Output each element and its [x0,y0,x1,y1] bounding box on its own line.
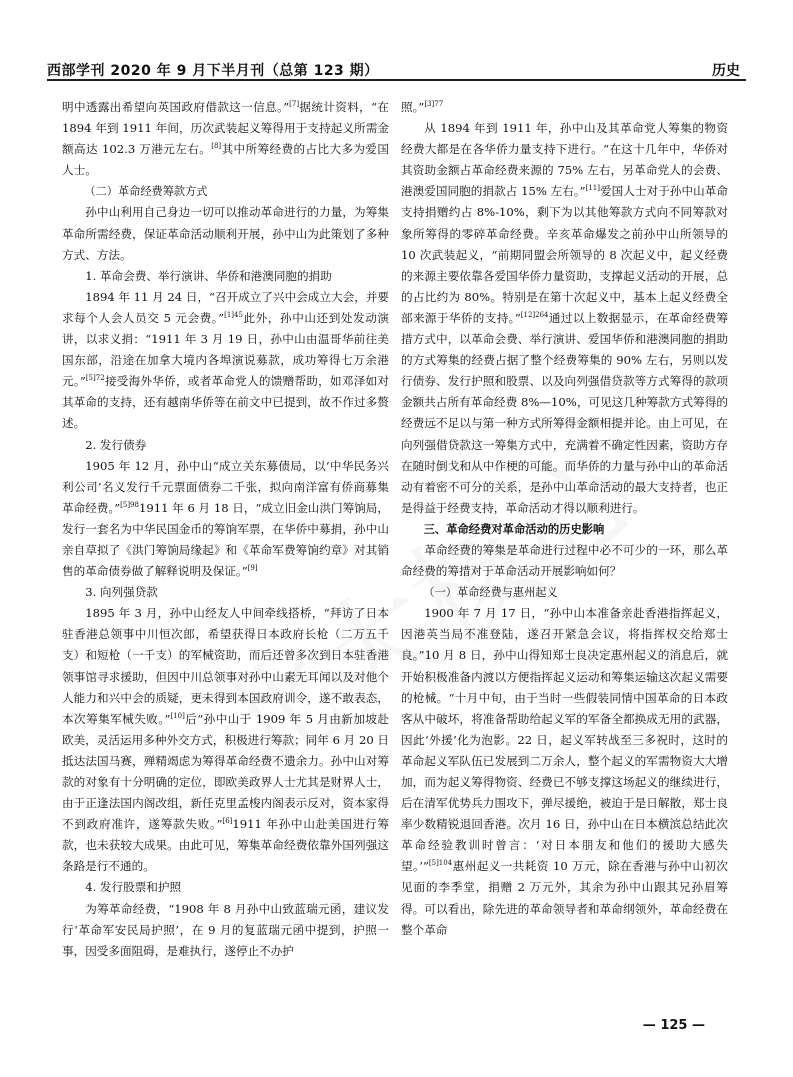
citation-ref: [6] [222,817,233,826]
citation-ref: [5]72 [85,374,105,383]
paragraph-text: 爱国人士对于孙中山革命支持捐赠约占 8%-10%，剩下为以其他筹款方式向不同筹款对象所筹得的零碎革命经费。辛亥革命爆发之前孙中山所领导的 10 次武装起义，“前期同盟会所领导的 8 次起义中，起义经费的来源主要依靠各爱国华侨力量资助，支撑起义活动的开展，总的占比约为 80%。特别是在第十次起义中，基本上起义经费全部来源于华侨的支持。” [401,184,728,325]
paragraph [62,97,389,181]
paragraph [62,603,389,877]
paragraph-text: 后“孙中山于 1909 年 5 月由新加坡赴欧美，灵活运用多种外交方式，积极进行筹款；同年 6 月 20 日抵达法国马赛，殚精竭虑为筹得革命经费不遗余力。孙中山对筹款的对象有十分明确的定位，即欧美政界人士尤其是财界人士，由于正逢法国内阁改组，新任克里孟梭内阁表示反对，资本家得不到政府准许，遂筹款失败。” [62,711,389,832]
paragraph [401,97,728,118]
page-header [47,56,746,82]
citation-ref: [5]104 [428,859,453,868]
paragraph-text: 其中所筹经费的占比大多为爱国人士。 [62,142,389,178]
citation-ref: [1]45 [224,311,243,320]
left-column [62,97,389,962]
journal-title: 西部学刊 2020 年 9 月下半月刊（总第 123 期） [47,63,379,79]
paragraph-text: 三、革命经费对革命活动的历史影响 [423,522,605,536]
page-number: — 125 — [642,1018,705,1033]
section-label: 历史 [712,63,740,79]
paragraph [62,456,389,583]
paragraph-text: 从 1894 年到 1911 年，孙中山及其革命党人筹集的物资经费大都是在各华侨力量支持下进行。“在这十几年中，华侨对其资助金额占革命经费来源的 75% 左右，另革命党人的会费、港澳爱国同胞的捐款占 15% 左右。” [401,121,728,199]
citation-ref: [9] [247,564,258,573]
paragraph [62,435,389,456]
subsection-heading [401,582,728,603]
paragraph-text: 惠州起义一共耗资 10 万元，除在香港与孙中山初次见面的李季堂，捐赠 2 万元外，其余为孙中山跟其兄孙眉筹得。可以看出，除先进的革命领导者和革命纲领外，革命经费在整个革命 [401,859,728,937]
paragraph-text: 1. 革命会费、举行演讲、华侨和港澳同胞的捐助 [85,268,332,283]
paragraph-text: 照。” [401,100,425,114]
paragraph [62,202,389,265]
paragraph-text: 通过以上数据显示，在革命经费筹措方式中，以革命会费、举行演讲、爱国华侨和港澳同胞的捐助的方式筹集的经费占据了整个经费筹集的 90% 左右，另则以发行债券、发行护照和股票、以及向列强借贷款等方式筹得的款项金额共占所有革命经费 8%—10%，可见这几种筹款方式筹得的经费远不足以与第一种方式所筹得金额相提并论。由上可见，在向列强借贷款这一筹集方式中，充满着不确定性因素，资助方存在随时倒戈和从中作梗的可能。而华侨的力量与孙中山的革命活动有着密不可分的关系，是孙中山革命活动的最大支持者，也正是得益于经费支持，革命活动才得以顺利进行。 [401,310,728,515]
paragraph-text: 孙中山利用自己身边一切可以推动革命进行的力量，为筹集革命所需经费，保证革命活动顺利开展，孙中山为此策划了多种方式、方法。 [62,205,389,262]
paragraph-text: 1894 年 11 月 24 日，“召开成立了兴中会成立大会，并要求每个人会人员交 5 元会费。” [62,289,389,325]
header-rule [47,79,746,81]
citation-ref: [5]98 [120,500,139,509]
paragraph-text: （一）革命经费与惠州起义 [423,586,558,600]
citation-ref: [3]77 [424,100,444,109]
paragraph-text: 明中透露出希望向英国政府借款这一信息。” [62,100,290,114]
paragraph-text: 接受海外华侨，或者革命党人的馈赠帮助，如邓泽如对其革命的支持，还有越南华侨等在前文中已提到，故不作过多赘述。 [62,374,389,431]
section-heading [401,519,728,540]
citation-ref: [11] [585,184,600,193]
paragraph [62,287,389,435]
paragraph-text: 3. 向列强贷款 [85,585,158,600]
paragraph-text: （二）革命经费筹款方式 [84,185,208,199]
paragraph-text: 1900 年 7 月 17 日，“孙中山本准备亲赴香港指挥起义，因港英当局不准登陆，遂召开紧急会议，将指挥权交给郑士良。”10 月 8 日，孙中山得知郑士良决定惠州起义的消息后，就开始积极准备内渡以方便指挥起义运动和筹集运输这次起义需要的枪械。“十月中旬，由于当时一些假装同情中国革命的日本政客从中破坏，将准备帮助给起义军的军备全都换成无用的武器，因此‘外援’化为泡影。22 日，起义军转战至三多祝时，这时的革命起义军队伍已发展到二万余人，整个起义的军需物资大大增加，而为起义筹得物资、经费已不够支撑这场起义的继续进行，后在清军优势兵力围攻下，弹尽援绝，被迫于是日解散，郑士良率少数精锐退回香港。次月 16 日，孙中山在日本横滨总结此次革命经验教训时曾言：‘对日本朋友和他们的援助大感失望。’” [401,606,728,874]
paragraph-text: 1911 年孙中山赴美国进行筹款，也未获较大成果。由此可见，筹集革命经费依靠外国列强这条路是行不通的。 [62,817,389,874]
paragraph-text: 2. 发行债券 [85,437,147,452]
paragraph-text: 4. 发行股票和护照 [85,880,182,895]
paragraph-text: 此外，孙中山还到处发动演讲，以求义捐：“1911 年 3 月 19 日，孙中山由温哥华前往美国东部，沿途在加拿大境内各埠演说募款，成功筹得七万余港元。” [62,310,389,389]
paragraph-text: 为筹革命经费，“1908 年 8 月孙中山致蓝瑞元函，建议发行‘革命军安民局护照’，在 9 月的复蓝瑞元函中提到，护照一事，因受多面阻碍，是难执行，遂停止不办护 [62,901,389,958]
citation-ref: [12]264 [520,311,549,320]
citation-ref: [7] [289,100,300,109]
paragraph [62,899,389,962]
paragraph-text: 革命经费的筹集是革命进行过程中必不可少的一环，那么革命经费的筹措对于革命活动开展影响如何？ [401,542,728,579]
paragraph-text: 1911 年 6 月 18 日，“成立旧金山洪门筹饷局，发行一套名为中华民国金币的筹饷军票，在华侨中募捐，孙中山亲自草拟了《洪门筹饷局缘起》和《革命军费筹饷约章》对其销售的革命债券做了解释说明及保证。” [62,500,389,579]
paragraph [401,118,728,519]
paragraph [62,266,389,287]
citation-ref: [8] [211,142,222,151]
paragraph-text: 1905 年 12 月，孙中山“成立关东募债局，以‘中华民务兴利公司’名义发行千元票面债券二千张，拟向南洋富有侨商募集革命经费。” [62,458,389,515]
paragraph [401,603,728,941]
right-column [401,97,728,941]
paragraph-text: 据统计资料，“在 1894 年到 1911 年间，历次武装起义筹得用于支持起义所需金额高达 102.3 万港元左右。 [62,100,389,157]
subsection-heading [62,181,389,202]
citation-ref: [10] [170,711,185,720]
paragraph [401,540,728,582]
paragraph-text: 1895 年 3 月，孙中山经友人中间牵线搭桥，“拜访了日本驻香港总领事中川恒次郎，希望获得日本政府长枪（二万五千支）和短枪（一千支）的军械资助，而后还曾多次到日本驻香港领事馆寻求援助，但因中川总领事对孙中山素无耳闻以及对他个人能力和兴中会的质疑，更未得到本国政府训令，遂不敢表态，本次筹集军械失败。” [62,606,389,726]
paragraph [62,582,389,603]
paragraph [62,877,389,898]
